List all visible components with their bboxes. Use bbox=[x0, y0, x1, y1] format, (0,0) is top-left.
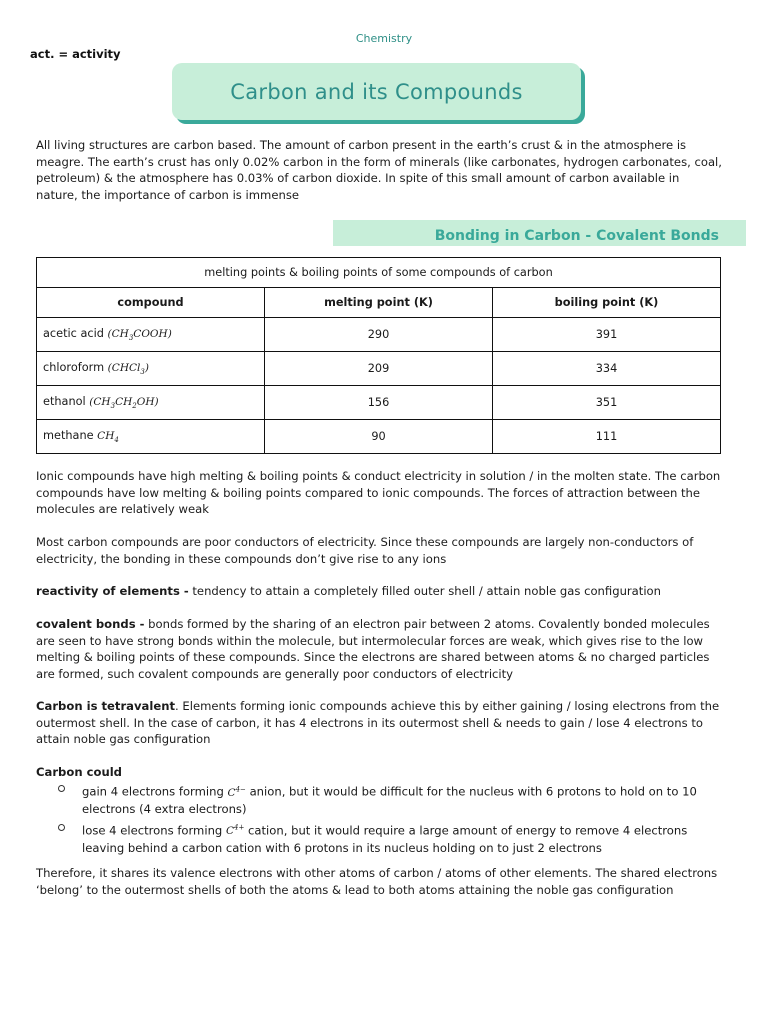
section-heading: Bonding in Carbon - Covalent Bonds bbox=[434, 228, 719, 244]
compound-name: chloroform bbox=[43, 360, 105, 374]
list-item: lose 4 electrons forming $C^{4+}$ cation, but it would require a large amount of energy to remove 4 electrons leaving behind a carbon cation with 6 protons in its nucleus holding on to just 2 electrons bbox=[58, 820, 698, 857]
compound-formula: (CHCl$_3$) bbox=[107, 361, 149, 377]
compound-name: methane bbox=[43, 428, 94, 442]
table-caption-row bbox=[37, 258, 721, 288]
carbon-could-heading: Carbon could bbox=[36, 765, 122, 779]
intro-paragraph: All living structures are carbon based. The amount of carbon present in the earth’s crust & in the atmosphere is meagre. The earth’s crust has only 0.02% carbon in the form of minerals (like carbonates, hydrogen carbonates, coal, petroleum) & the atmosphere has 0.03% of carbon dioxide. In spite of this small amount of carbon available in nature, the importance of carbon is immense bbox=[36, 138, 722, 202]
page-title: Carbon and its Compounds bbox=[230, 79, 523, 104]
compound-cell bbox=[37, 420, 265, 454]
table-row bbox=[37, 352, 721, 386]
compound-formula: $(CH_3CH_2OH)$ bbox=[89, 395, 159, 411]
hollow-bullet-icon bbox=[58, 824, 65, 831]
reactivity-paragraph bbox=[36, 583, 722, 600]
table-row bbox=[37, 386, 721, 420]
carbon-options-list bbox=[58, 781, 698, 858]
reactivity-term: reactivity of elements - bbox=[36, 584, 189, 598]
table-caption: melting points & boiling points of some compounds of carbon bbox=[37, 258, 721, 288]
melting-point-cell: 209 bbox=[265, 352, 493, 386]
hollow-bullet-icon bbox=[58, 785, 65, 792]
subject-label: Chemistry bbox=[355, 32, 413, 45]
carbon-cation-symbol: $C^{4+}$ bbox=[225, 823, 245, 837]
abbreviation-note: act. = activity bbox=[30, 47, 121, 61]
compound-formula: $CH_4$ bbox=[97, 429, 119, 445]
covalent-term: covalent bonds - bbox=[36, 617, 145, 631]
melting-point-cell: 90 bbox=[265, 420, 493, 454]
compound-formula: $(CH_3COOH)$ bbox=[107, 327, 172, 343]
conclusion-paragraph: Therefore, it shares its valence electrons with other atoms of carbon / atoms of other elements. The shared electrons ‘belong’ to the outermost shells of both the atoms & lead to both atoms attaining the noble gas configuration bbox=[36, 866, 718, 897]
covalent-text: bonds formed by the sharing of an electron pair between 2 atoms. Covalently bonded molecules are seen to have strong bonds within the molecule, but intermolecular forces are weak, which gives rise to the low melting & boiling points of these compounds. Since the electrons are shared between atoms & no charged particles are formed, such covalent compounds are generally poor conductors of electricity bbox=[36, 617, 710, 681]
compound-cell bbox=[37, 352, 265, 386]
column-header-compound: compound bbox=[37, 288, 265, 318]
covalent-paragraph bbox=[36, 616, 722, 682]
boiling-point-cell: 334 bbox=[493, 352, 721, 386]
table-row bbox=[37, 318, 721, 352]
column-header-boiling: boiling point (K) bbox=[493, 288, 721, 318]
ionic-paragraph: Ionic compounds have high melting & boiling points & conduct electricity in solution / in the molten state. The carbon compounds have low melting & boiling points compared to ionic compounds. The forces of attraction between the molecules are relatively weak bbox=[36, 469, 721, 516]
list-item: gain 4 electrons forming $C^{4-}$ anion, but it would be difficult for the nucleus with 6 protons to hold on to 10 electrons (4 extra electrons) bbox=[58, 781, 698, 818]
boiling-point-cell: 351 bbox=[493, 386, 721, 420]
melting-boiling-table bbox=[36, 257, 721, 454]
reactivity-text: tendency to attain a completely filled outer shell / attain noble gas configuration bbox=[188, 584, 661, 598]
tetravalent-paragraph bbox=[36, 698, 722, 748]
boiling-point-cell: 111 bbox=[493, 420, 721, 454]
tetravalent-text: . Elements forming ionic compounds achieve this by either gaining / losing electrons from the outermost shell. In the case of carbon, it has 4 electrons in its outermost shell & needs to gain / lose 4 electrons to attain noble gas configuration bbox=[36, 699, 720, 746]
table-header-row bbox=[37, 288, 721, 318]
compound-name: acetic acid bbox=[43, 326, 104, 340]
compound-cell bbox=[37, 386, 265, 420]
title-banner bbox=[172, 63, 581, 120]
compound-cell bbox=[37, 318, 265, 352]
tetravalent-term: Carbon is tetravalent bbox=[36, 699, 176, 713]
conductors-paragraph: Most carbon compounds are poor conductors of electricity. Since these compounds are largely non-conductors of electricity, the bonding in these compounds don’t give rise to any ions bbox=[36, 535, 694, 566]
compound-name: ethanol bbox=[43, 394, 86, 408]
carbon-anion-symbol: $C^{4-}$ bbox=[227, 785, 246, 799]
melting-point-cell: 156 bbox=[265, 386, 493, 420]
melting-point-cell: 290 bbox=[265, 318, 493, 352]
boiling-point-cell: 391 bbox=[493, 318, 721, 352]
column-header-melting: melting point (K) bbox=[265, 288, 493, 318]
table-row bbox=[37, 420, 721, 454]
